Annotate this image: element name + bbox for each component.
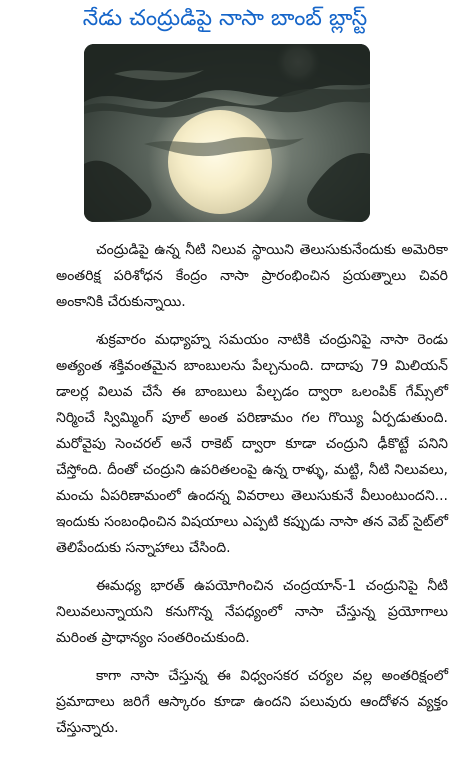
moon-photo xyxy=(84,44,370,222)
article-paragraph: కాగా నాసా చేస్తున్న ఈ విధ్వంసకర చర్యల వల్ల అంతరిక్షంలో ప్రమాదాలు జరిగే ఆస్కారం కూడా ఉందని పలువురు ఆందోళన వ్యక్తం చేస్తున్నారు. xyxy=(56,668,448,736)
article-body xyxy=(56,237,448,741)
article-paragraph: శుక్రవారం మధ్యాహ్న సమయం నాటికి చంద్రునిపై నాసా రెండు అత్యంత శక్తివంతమైన బాంబులను పేల్చనుంది. దాదాపు 79 మిలియన్ డాలర్ల విలువ చేసే ఈ బాంబులు పేల్చడం ద్వారా ఒలంపిక్ గేమ్స్‌లో నిర్మించే స్విమ్మింగ్ పూల్ అంత పరిణామం గల గొయ్యి ఏర్పడుతుంది. మరోవైపు సెంచరల్ అనే రాకెట్ ద్వారా కూడా చంద్రుని ఢీకొట్టే పనిని చేస్తోంది. దీంతో చంద్రుని ఉపరితలంపై ఉన్న రాళ్ళు, మట్టి, నీటి నిలువలు, మంచు ఏపరిణామంలో ఉందన్న వివరాలు తెలుసుకునే వీలుంటుందని... ఇందుకు సంబంధించిన విషయాలు ఎప్పటి కప్పుడు నాసా తన వెబ్ సైట్‌లో తెలిపేందుకు సన్నాహాలు చేసింది. xyxy=(56,332,448,556)
article-paragraph: చంద్రుడిపై ఉన్న నీటి నిలువ స్థాయిని తెలుసుకునేందుకు అమెరికా అంతరిక్ష పరిశోధన కేంద్రం నాసా ప్రారంభించిన ప్రయత్నాలు చివరి అంకానికి చేరుకున్నాయి. xyxy=(56,242,448,310)
article-paragraph: ఈమధ్య భారత్ ఉపయోగించిన చంద్రయాన్-1 చంద్రునిపై నీటి నిలువలున్నాయని కనుగొన్న నేపధ్యంలో నాసా చేస్తున్న ప్రయోగాలు మరింత ప్రాధాన్యం సంతరించుకుంది. xyxy=(56,578,448,646)
moon-photo-illustration xyxy=(84,44,370,222)
headline: నేడు చంద్రుడిపై నాసా బాంబ్ బ్లాస్ట్ xyxy=(82,6,368,31)
